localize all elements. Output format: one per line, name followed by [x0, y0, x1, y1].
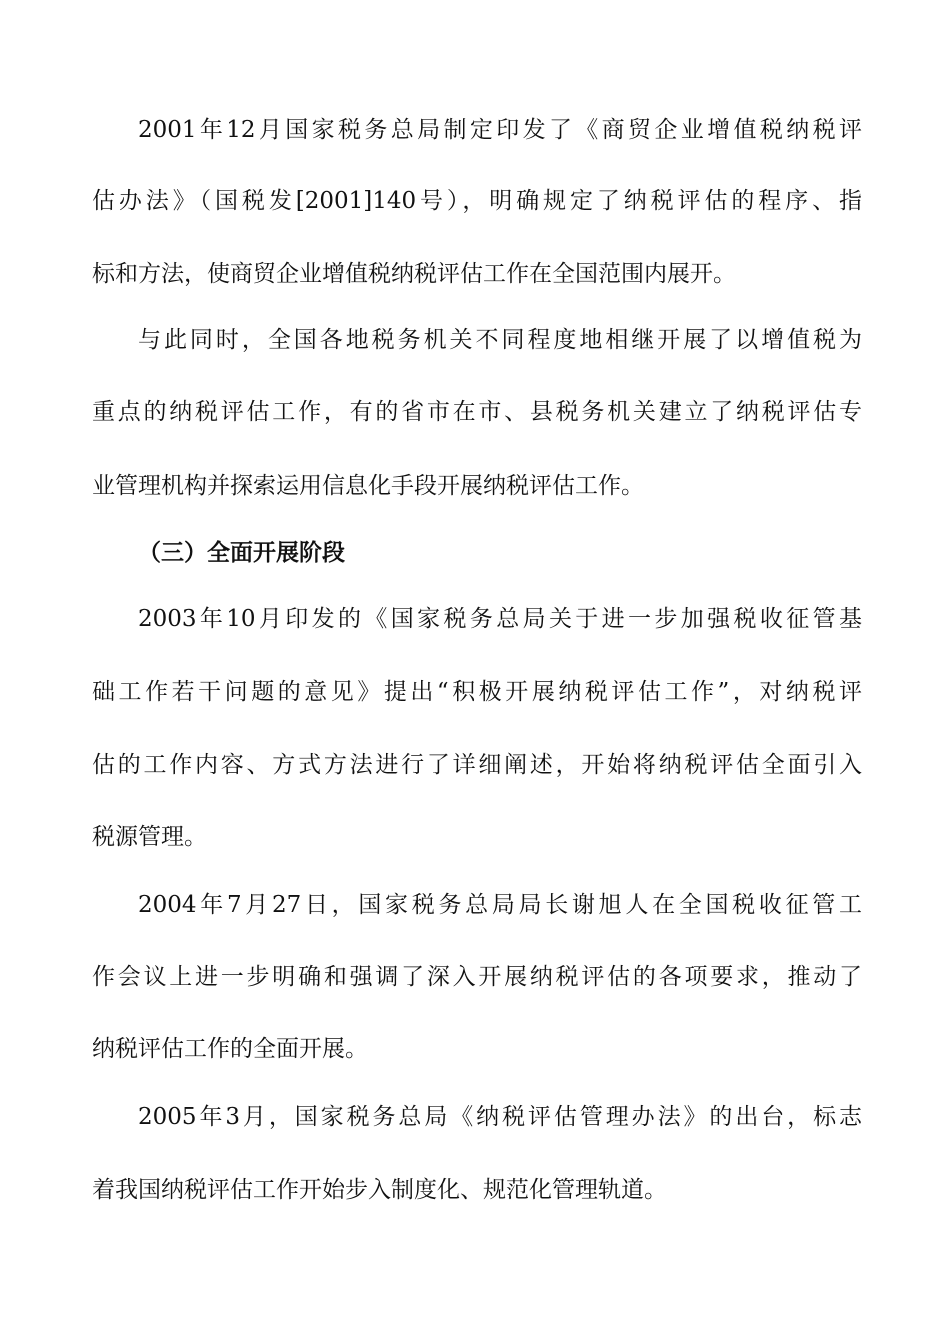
paragraph-4-line-1: 2004年7月27日，国家税务总局局长谢旭人在全国税收征管工 — [138, 892, 862, 918]
paragraph-1-line-2: 估办法》（国税发[2001]140号），明确规定了纳税评估的程序、指 — [92, 188, 862, 214]
paragraph-1-line-1: 2001年12月国家税务总局制定印发了《商贸企业增值税纳税评 — [138, 117, 862, 143]
paragraph-5-line-1: 2005年3月，国家税务总局《纳税评估管理办法》的出台，标志 — [138, 1104, 862, 1130]
paragraph-3-line-4: 税源管理。 — [92, 824, 207, 850]
paragraph-1-line-3: 标和方法，使商贸企业增值税纳税评估工作在全国范围内展开。 — [92, 261, 736, 287]
paragraph-4-line-3: 纳税评估工作的全面开展。 — [92, 1036, 368, 1062]
paragraph-2-line-1: 与此同时，全国各地税务机关不同程度地相继开展了以增值税为 — [138, 327, 862, 353]
paragraph-3-line-3: 估的工作内容、方式方法进行了详细阐述，开始将纳税评估全面引入 — [92, 752, 862, 778]
paragraph-5-line-2: 着我国纳税评估工作开始步入制度化、规范化管理轨道。 — [92, 1177, 667, 1203]
paragraph-3-line-2: 础工作若干问题的意见》提出“积极开展纳税评估工作”，对纳税评 — [92, 679, 862, 705]
paragraph-3-line-1: 2003年10月印发的《国家税务总局关于进一步加强税收征管基 — [138, 606, 862, 632]
paragraph-2-line-2: 重点的纳税评估工作，有的省市在市、县税务机关建立了纳税评估专 — [92, 399, 862, 425]
section-heading: （三）全面开展阶段 — [138, 540, 345, 566]
paragraph-2-line-3: 业管理机构并探索运用信息化手段开展纳税评估工作。 — [92, 473, 644, 499]
paragraph-4-line-2: 作会议上进一步明确和强调了深入开展纳税评估的各项要求，推动了 — [92, 964, 862, 990]
